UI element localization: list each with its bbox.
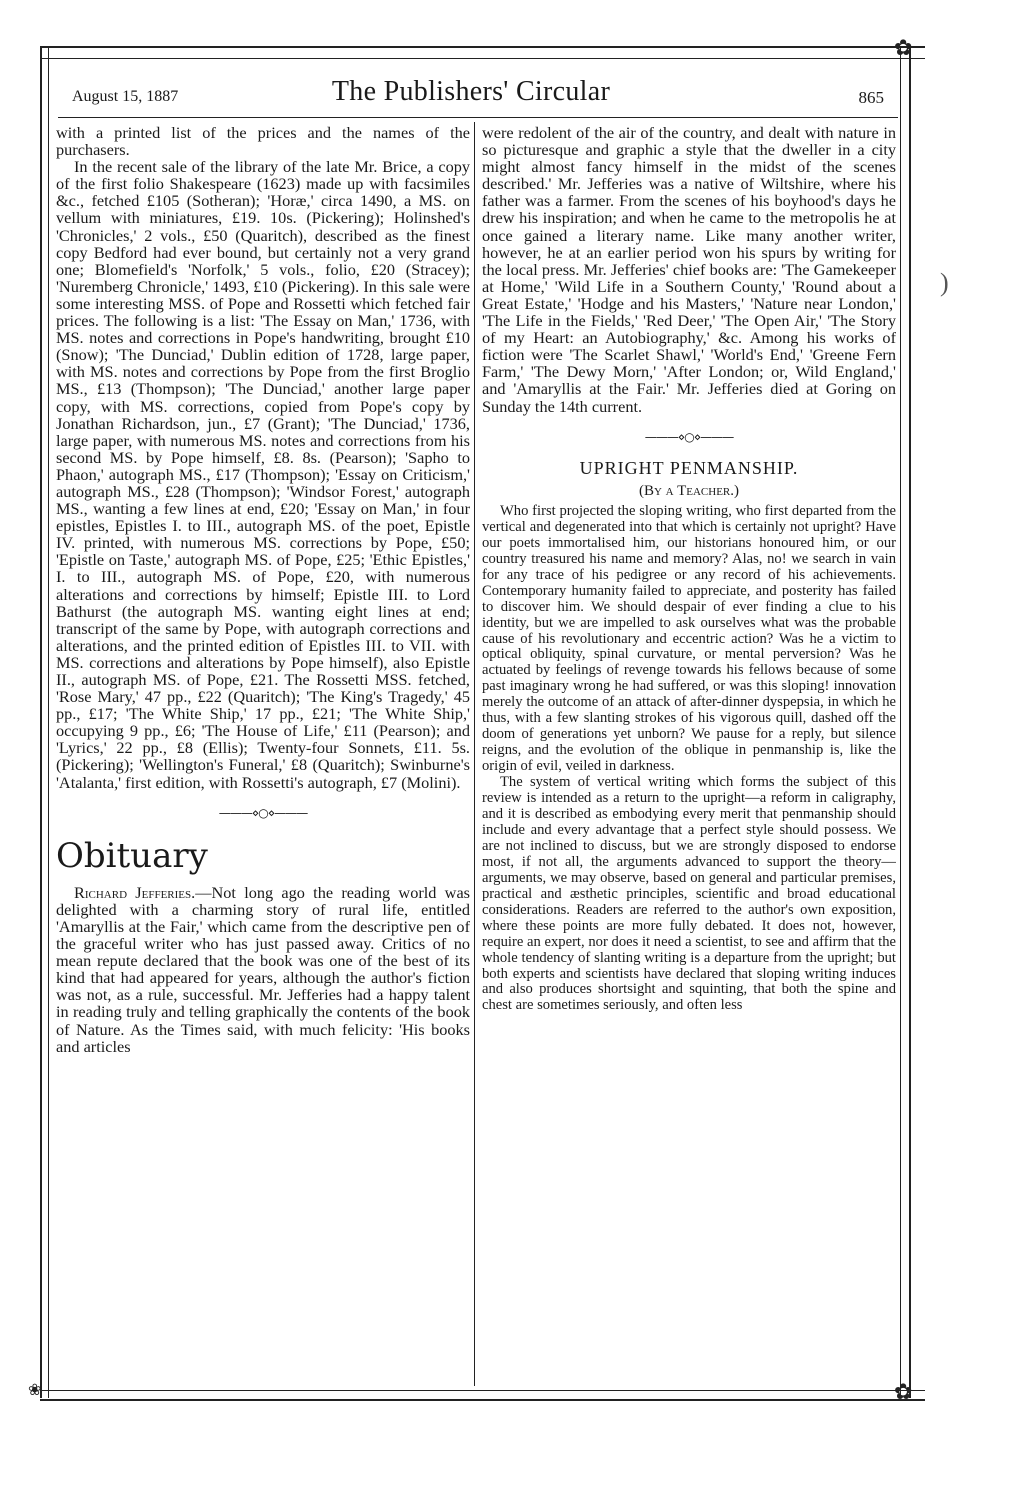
corner-ornament-icon: ✿: [894, 36, 913, 61]
margin-mark: ): [940, 268, 949, 297]
page-border-right: [900, 46, 911, 1398]
corner-ornament-icon: ❀: [28, 1380, 42, 1399]
obituary-name: Richard Jefferies.: [74, 882, 196, 902]
publication-title: The Publishers' Circular: [331, 76, 611, 107]
page-number: 865: [858, 88, 884, 107]
header-rule: [58, 117, 898, 118]
obituary-text: —Not long ago the reading world was delighted with a charming story of rural life, entitled 'Amaryllis at the Fair,' which came from the descriptive pen of the graceful writer who has just passed away. Critics of no mean repute declared that the book was one of the best of its kind that had appeared for years, although the author's fiction was not, as a rule, successful. Mr. Jefferies had a happy talent in reading truly and telling graphically the contents of the book of Nature. As the Times said, with much felicity: 'His books and articles: [56, 882, 470, 1056]
right-column: [482, 124, 896, 1386]
section-divider: ———⋄○⋄———: [644, 429, 734, 444]
article-byline: (By a Teacher.): [638, 482, 740, 499]
obituary-paragraph: [56, 884, 470, 1055]
paragraph: The system of vertical writing which forms the subject of this review is intended as a return to the upright—a reform in caligraphy, and it is described as embodying every merit that penmanship should include and every advantage that a perfect style should possess. We are not inclined to discuss, but we are strongly disposed to endorse most, if not all, the arguments advanced to support the theory—arguments, we may observe, based on general and particular premises, practical and æsthetic principles, scientific and broad educational considerations. Readers are referred to the author's own exposition, where these points are more fully debated. It does not, however, require an expert, nor does it need a scientist, to see and affirm that the whole tendency of slanting writing is a departure from the upright; but both experts and scientists have declared that sloping writing induces and also produces shortsight and squinting, that both the spine and chest are sometimes seriously, and often less: [482, 774, 896, 1014]
page-border-bottom: [40, 1390, 925, 1401]
article-heading: UPRIGHT PENMANSHIP.: [579, 457, 799, 478]
paragraph: were redolent of the air of the country, and dealt with nature in so picturesque and graphic a style that the dweller in a city might almost fancy himself in the midst of the scenes described.' Mr. Jefferies was a native of Wiltshire, where his father was a farmer. From the scenes of his boyhood's days he drew his inspiration; and when he came to the metropolis he at once gained a literary name. Like many another writer, however, he at an earlier period won his spurs by writing for the local press. Mr. Jefferies' chief books are: 'The Gamekeeper at Home,' 'Wild Life in a Southern County,' 'Round about a Great Estate,' 'Hodge and his Masters,' 'Nature near London,' 'The Life in the Fields,' 'Red Deer,' 'The Open Air,' 'The Story of my Heart: an Autobiography,' &c. Among his works of fiction were 'The Scarlet Shawl,' 'World's End,' 'Greene Fern Farm,' 'The Dewy Morn,' 'After London; or, Wild England,' and 'Amaryllis at the Fair.' Mr. Jefferies died at Goring on Sunday the 14th current.: [482, 124, 896, 416]
page-border-left: [40, 46, 49, 1398]
column-divider: [474, 122, 475, 1386]
masthead: [58, 74, 884, 114]
section-divider: ———⋄○⋄———: [218, 805, 308, 820]
corner-ornament-icon: ✿: [894, 1380, 913, 1405]
obituary-heading: Obituary: [56, 835, 208, 876]
page-border-top: [40, 46, 925, 59]
paragraph: In the recent sale of the library of the late Mr. Brice, a copy of the first folio Shakespeare (1623) made up with facsimiles &c., fetched £105 (Sotheran); 'Horæ,' circa 1490, a MS. on vellum with miniatures, £19. 10s. (Pickering); Holinshed's 'Chronicles,' 2 vols., £50 (Quaritch), described as the finest copy Bedford had ever bound, but certainly not a very grand one; Blomefield's 'Norfolk,' 5 vols., folio, £20 (Stracey); 'Nuremberg Chronicle,' 1493, £10 (Pickering). In this sale were some interesting MSS. of Pope and Rossetti which fetched fair prices. The following is a list: 'The Essay on Man,' 1736, with MS. notes and corrections in Pope's handwriting, brought £10 (Snow); 'The Dunciad,' Dublin edition of 1728, large paper, with MS. notes and corrections by Pope from the first Broglio MS., £13 (Thompson); 'The Dunciad,' another large paper copy, with MS. corrections, copied from Pope's copy by Jonathan Richardson, jun., £7 (Grant); 'The Dunciad,' 1736, large paper, with numerous MS. notes and corrections from his second MS. by Pope himself, £8. 8s. (Pearson); 'Sapho to Phaon,' autograph MS., £17 (Thompson); 'Essay on Criticism,' autograph MS., £28 (Thompson); 'Windsor Forest,' autograph MS., wanting a few lines at end, £20; 'Essay on Man,' in four epistles, Epistles I. to III., autograph MS. of the poet, Epistle IV. printed, with numerous MS. corrections by Pope, £50; 'Epistle on Taste,' autograph MS. of Pope, £25; 'Ethic Epistles,' I. to III., autograph MS. of Pope, £20, with numerous alterations and corrections by himself; Epistle III. to Lord Bathurst (the autograph MS. wanting eight lines at end; transcript of the same by Pope, with autograph corrections and alterations, and the printed edition of Epistles III. to VII. with MS. corrections and alterations by Pope himself), also Epistle II., autograph MS. of Pope, £21. The Rossetti MSS. fetched, 'Rose Mary,' 47 pp., £22 (Quaritch); 'The King's Tragedy,' 45 pp., £17; 'The White Ship,' 17 pp., £21; 'The White Ship,' occupying 9 pp., £6; 'The House of Life,' £11 (Pearson); and 'Lyrics,' 22 pp., £8 (Ellis); Twenty-four Sonnets, £11. 5s. (Pickering); 'Wellington's Funeral,' £8 (Quaritch); Swinburne's 'Atalanta,' first edition, with Rossetti's autograph, £7 (Molini).: [56, 157, 470, 792]
paragraph: Who first projected the sloping writing, who first departed from the vertical and degenerated into that which is certainly not upright? Have our poets immortalised him, our historians honoured him, or our country treasured his name and memory? Alas, no! we search in vain for any trace of his pedigree or any record of his achievements. Contemporary humanity failed to appreciate, and posterity has failed to discover him. We should despair of ever finding a clue to his identity, but we are impelled to ask ourselves what was the probable cause of his revolutionary and eccentric action? Was he a victim to optical obliquity, spinal curvature, or mental perversion? Was he actuated by feelings of revenge towards his fellows because of some past imaginary wrong he had suffered, or was this sloping! innovation merely the outcome of an attack of after-dinner dyspepsia, in which he thus, with a few slanting strokes of his vigorous quill, dashed off the doom of generations yet unborn? We pause for a reply, but silence reigns, and the evolution of the oblique in penmanship is, like the origin of evil, veiled in darkness.: [482, 502, 896, 775]
paragraph: with a printed list of the prices and the names of the purchasers.: [56, 124, 470, 160]
left-column: [56, 124, 470, 1386]
issue-date: August 15, 1887: [72, 88, 179, 105]
